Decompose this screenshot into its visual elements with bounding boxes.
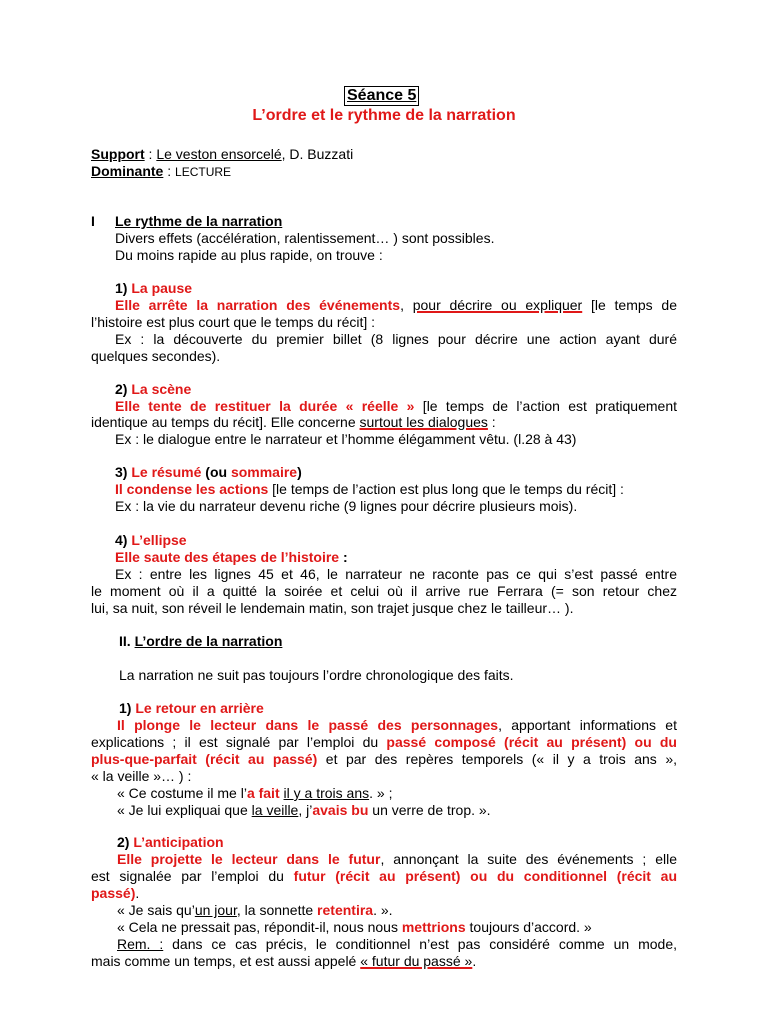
retour-example-1: « Ce costume il me l’a fait il y a trois ans. » ;	[117, 785, 393, 801]
pause-example: Ex : la découverte du premier billet (8 lignes pour décrire une action ayant duré	[115, 331, 677, 347]
part2-intro: La narration ne suit pas toujours l’ordre chronologique des faits.	[119, 667, 514, 683]
part1-heading: I Le rythme de la narration	[91, 213, 283, 229]
retour-definition-4: « la veille »… ) :	[91, 768, 192, 784]
pause-example-2: quelques secondes).	[91, 348, 221, 364]
anticipation-example-1: « Je sais qu’un jour, la sonnette retentira. ».	[117, 902, 393, 918]
anticipation-example-2: « Cela ne pressait pas, répondit-il, nous nous mettrions toujours d’accord. »	[117, 919, 592, 935]
pause-definition-2: l’histoire est plus court que le temps du récit] :	[91, 314, 376, 330]
scene-definition-2: identique au temps du récit]. Elle concerne surtout les dialogues :	[91, 414, 496, 430]
part1-intro2: Du moins rapide au plus rapide, on trouve :	[115, 247, 383, 263]
part2-heading: II. L’ordre de la narration	[119, 633, 283, 649]
retour-heading: 1) Le retour en arrière	[119, 700, 264, 716]
session-title: Séance 5	[344, 86, 419, 106]
anticipation-remark: Rem. : dans ce cas précis, le conditionnel n’est pas considéré comme un mode,	[117, 936, 677, 952]
retour-definition-3: plus-que-parfait (récit au passé) et par des repères temporels (« il y a trois ans »,	[91, 751, 678, 767]
anticipation-remark-2: mais comme un temps, et est aussi appelé « futur du passé ».	[91, 953, 477, 969]
resume-definition: Il condense les actions [le temps de l’action est plus long que le temps du récit] :	[115, 481, 624, 497]
ellipse-heading: 4) L’ellipse	[115, 532, 187, 548]
support-line: Support : Le veston ensorcelé, D. Buzzati	[91, 146, 354, 162]
scene-heading: 2) La scène	[115, 381, 192, 397]
ellipse-example-2: le moment où il a quitté la soirée et celui où il arrive rue Ferrara (= son retour chez	[91, 583, 677, 599]
ellipse-definition: Elle saute des étapes de l’histoire :	[115, 549, 348, 565]
anticipation-definition-3: passé).	[91, 885, 140, 901]
scene-definition: Elle tente de restituer la durée « réelle » [le temps de l’action est pratiquement	[115, 398, 677, 414]
retour-example-2: « Je lui expliquai que la veille, j’avais bu un verre de trop. ».	[117, 802, 491, 818]
retour-definition-2: explications ; il est signalé par l’emploi du passé composé (récit au présent) ou du	[91, 734, 677, 750]
ellipse-example-3: lui, sa nuit, son réveil le lendemain matin, son trajet jusque chez le tailleur… ).	[91, 600, 574, 616]
retour-definition: Il plonge le lecteur dans le passé des personnages, apportant informations et	[117, 717, 677, 733]
pause-definition: Elle arrête la narration des événements, pour décrire ou expliquer [le temps de	[115, 297, 677, 313]
pause-heading: 1) La pause	[115, 280, 193, 296]
part1-intro1: Divers effets (accélération, ralentissement… ) sont possibles.	[115, 230, 495, 246]
dominante-line: Dominante : LECTURE	[91, 163, 232, 179]
anticipation-definition: Elle projette le lecteur dans le futur, annonçant la suite des événements ; elle	[117, 851, 677, 867]
anticipation-definition-2: est signalée par l’emploi du futur (récit au présent) ou du conditionnel (récit au	[91, 868, 678, 884]
ellipse-example: Ex : entre les lignes 45 et 46, le narrateur ne raconte pas ce qui s’est passé entre	[115, 566, 677, 582]
lesson-subtitle: L’ordre et le rythme de la narration	[252, 107, 516, 124]
anticipation-heading: 2) L’anticipation	[117, 834, 224, 850]
scene-example: Ex : le dialogue entre le narrateur et l’homme élégamment vêtu. (l.28 à 43)	[115, 431, 577, 447]
resume-heading: 3) Le résumé (ou sommaire)	[115, 464, 302, 480]
resume-example: Ex : la vie du narrateur devenu riche (9 lignes pour décrire plusieurs mois).	[115, 498, 578, 514]
